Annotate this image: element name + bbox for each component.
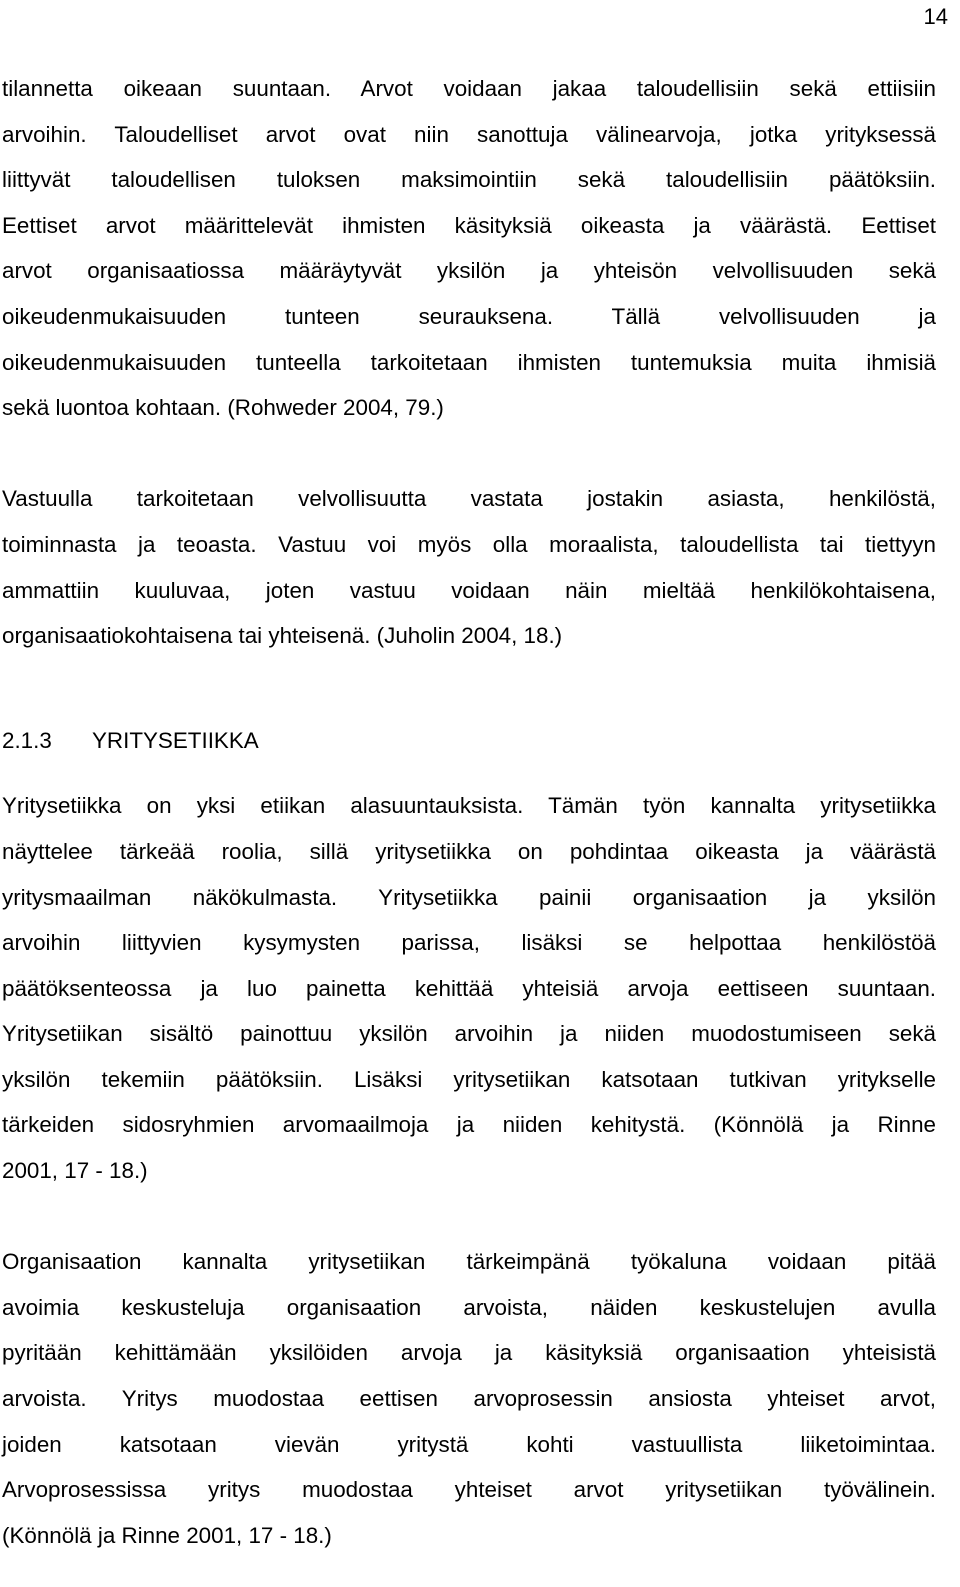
text-line: Yritysetiikka on yksi etiikan alasuuntauksista. Tämän työn kannalta yritysetiikka — [2, 793, 936, 819]
section-title: YRITYSETIIKKA — [92, 727, 259, 753]
text-line: näyttelee tärkeää roolia, sillä yritysetiikka on pohdintaa oikeasta ja väärästä — [2, 838, 936, 864]
section-number: 2.1.3 — [2, 727, 52, 753]
paragraph-responsibility — [2, 476, 936, 658]
text-line: (Könnölä ja Rinne 2001, 17 - 18.) — [2, 1522, 332, 1548]
text-line: Eettiset arvot määrittelevät ihmisten käsityksiä oikeasta ja väärästä. Eettiset — [2, 212, 936, 238]
text-line: liittyvät taloudellisen tuloksen maksimointiin sekä taloudellisiin päätöksiin. — [2, 167, 936, 193]
page-number: 14 — [923, 4, 948, 29]
paragraph-business-ethics — [2, 783, 936, 1193]
paragraph-values — [2, 66, 936, 431]
paragraph-organisation — [2, 1239, 936, 1558]
text-line: sekä luontoa kohtaan. (Rohweder 2004, 79.) — [2, 395, 444, 421]
text-line: Arvoprosessissa yritys muodostaa yhteiset arvot yritysetiikan työvälinein. — [2, 1477, 936, 1503]
text-line: Yritysetiikan sisältö painottuu yksilön arvoihin ja niiden muodostumiseen sekä — [2, 1021, 936, 1047]
text-line: oikeudenmukaisuuden tunteella tarkoitetaan ihmisten tuntemuksia muita ihmisiä — [2, 349, 936, 375]
text-line: 2001, 17 - 18.) — [2, 1158, 148, 1184]
text-line: oikeudenmukaisuuden tunteen seurauksena. Tällä velvollisuuden ja — [2, 303, 936, 329]
text-line: Organisaation kannalta yritysetiikan tärkeimpänä työkaluna voidaan pitää — [2, 1249, 936, 1275]
section-heading — [2, 718, 936, 764]
text-line: ammattiin kuuluvaa, joten vastuu voidaan näin mieltää henkilökohtaisena, — [2, 577, 936, 603]
text-line: yksilön tekemiin päätöksiin. Lisäksi yritysetiikan katsotaan tutkivan yritykselle — [2, 1066, 936, 1092]
text-line: avoimia keskusteluja organisaation arvoista, näiden keskustelujen avulla — [2, 1294, 936, 1320]
text-line: joiden katsotaan vievän yritystä kohti vastuullista liiketoimintaa. — [2, 1431, 936, 1457]
text-line: arvot organisaatiossa määräytyvät yksilön ja yhteisön velvollisuuden sekä — [2, 258, 936, 284]
text-line: tärkeiden sidosryhmien arvomaailmoja ja niiden kehitystä. (Könnölä ja Rinne — [2, 1112, 936, 1138]
text-line: arvoihin. Taloudelliset arvot ovat niin sanottuja välinearvoja, jotka yrityksessä — [2, 121, 936, 147]
text-line: arvoista. Yritys muodostaa eettisen arvoprosessin ansiosta yhteiset arvot, — [2, 1386, 936, 1412]
text-line: yritysmaailman näkökulmasta. Yritysetiikka painii organisaation ja yksilön — [2, 884, 936, 910]
text-line: päätöksenteossa ja luo painetta kehittää yhteisiä arvoja eettiseen suuntaan. — [2, 975, 936, 1001]
text-line: arvoihin liittyvien kysymysten parissa, lisäksi se helpottaa henkilöstöä — [2, 930, 936, 956]
text-line: Vastuulla tarkoitetaan velvollisuutta vastata jostakin asiasta, henkilöstä, — [2, 486, 936, 512]
text-line: pyritään kehittämään yksilöiden arvoja ja käsityksiä organisaation yhteisistä — [2, 1340, 936, 1366]
text-line: tilannetta oikeaan suuntaan. Arvot voidaan jakaa taloudellisiin sekä ettiisiin — [2, 76, 936, 101]
page-body — [2, 66, 936, 1558]
text-line: organisaatiokohtaisena tai yhteisenä. (Juholin 2004, 18.) — [2, 623, 563, 649]
text-line: toiminnasta ja teoasta. Vastuu voi myös olla moraalista, taloudellista tai tiettyyn — [2, 531, 936, 557]
